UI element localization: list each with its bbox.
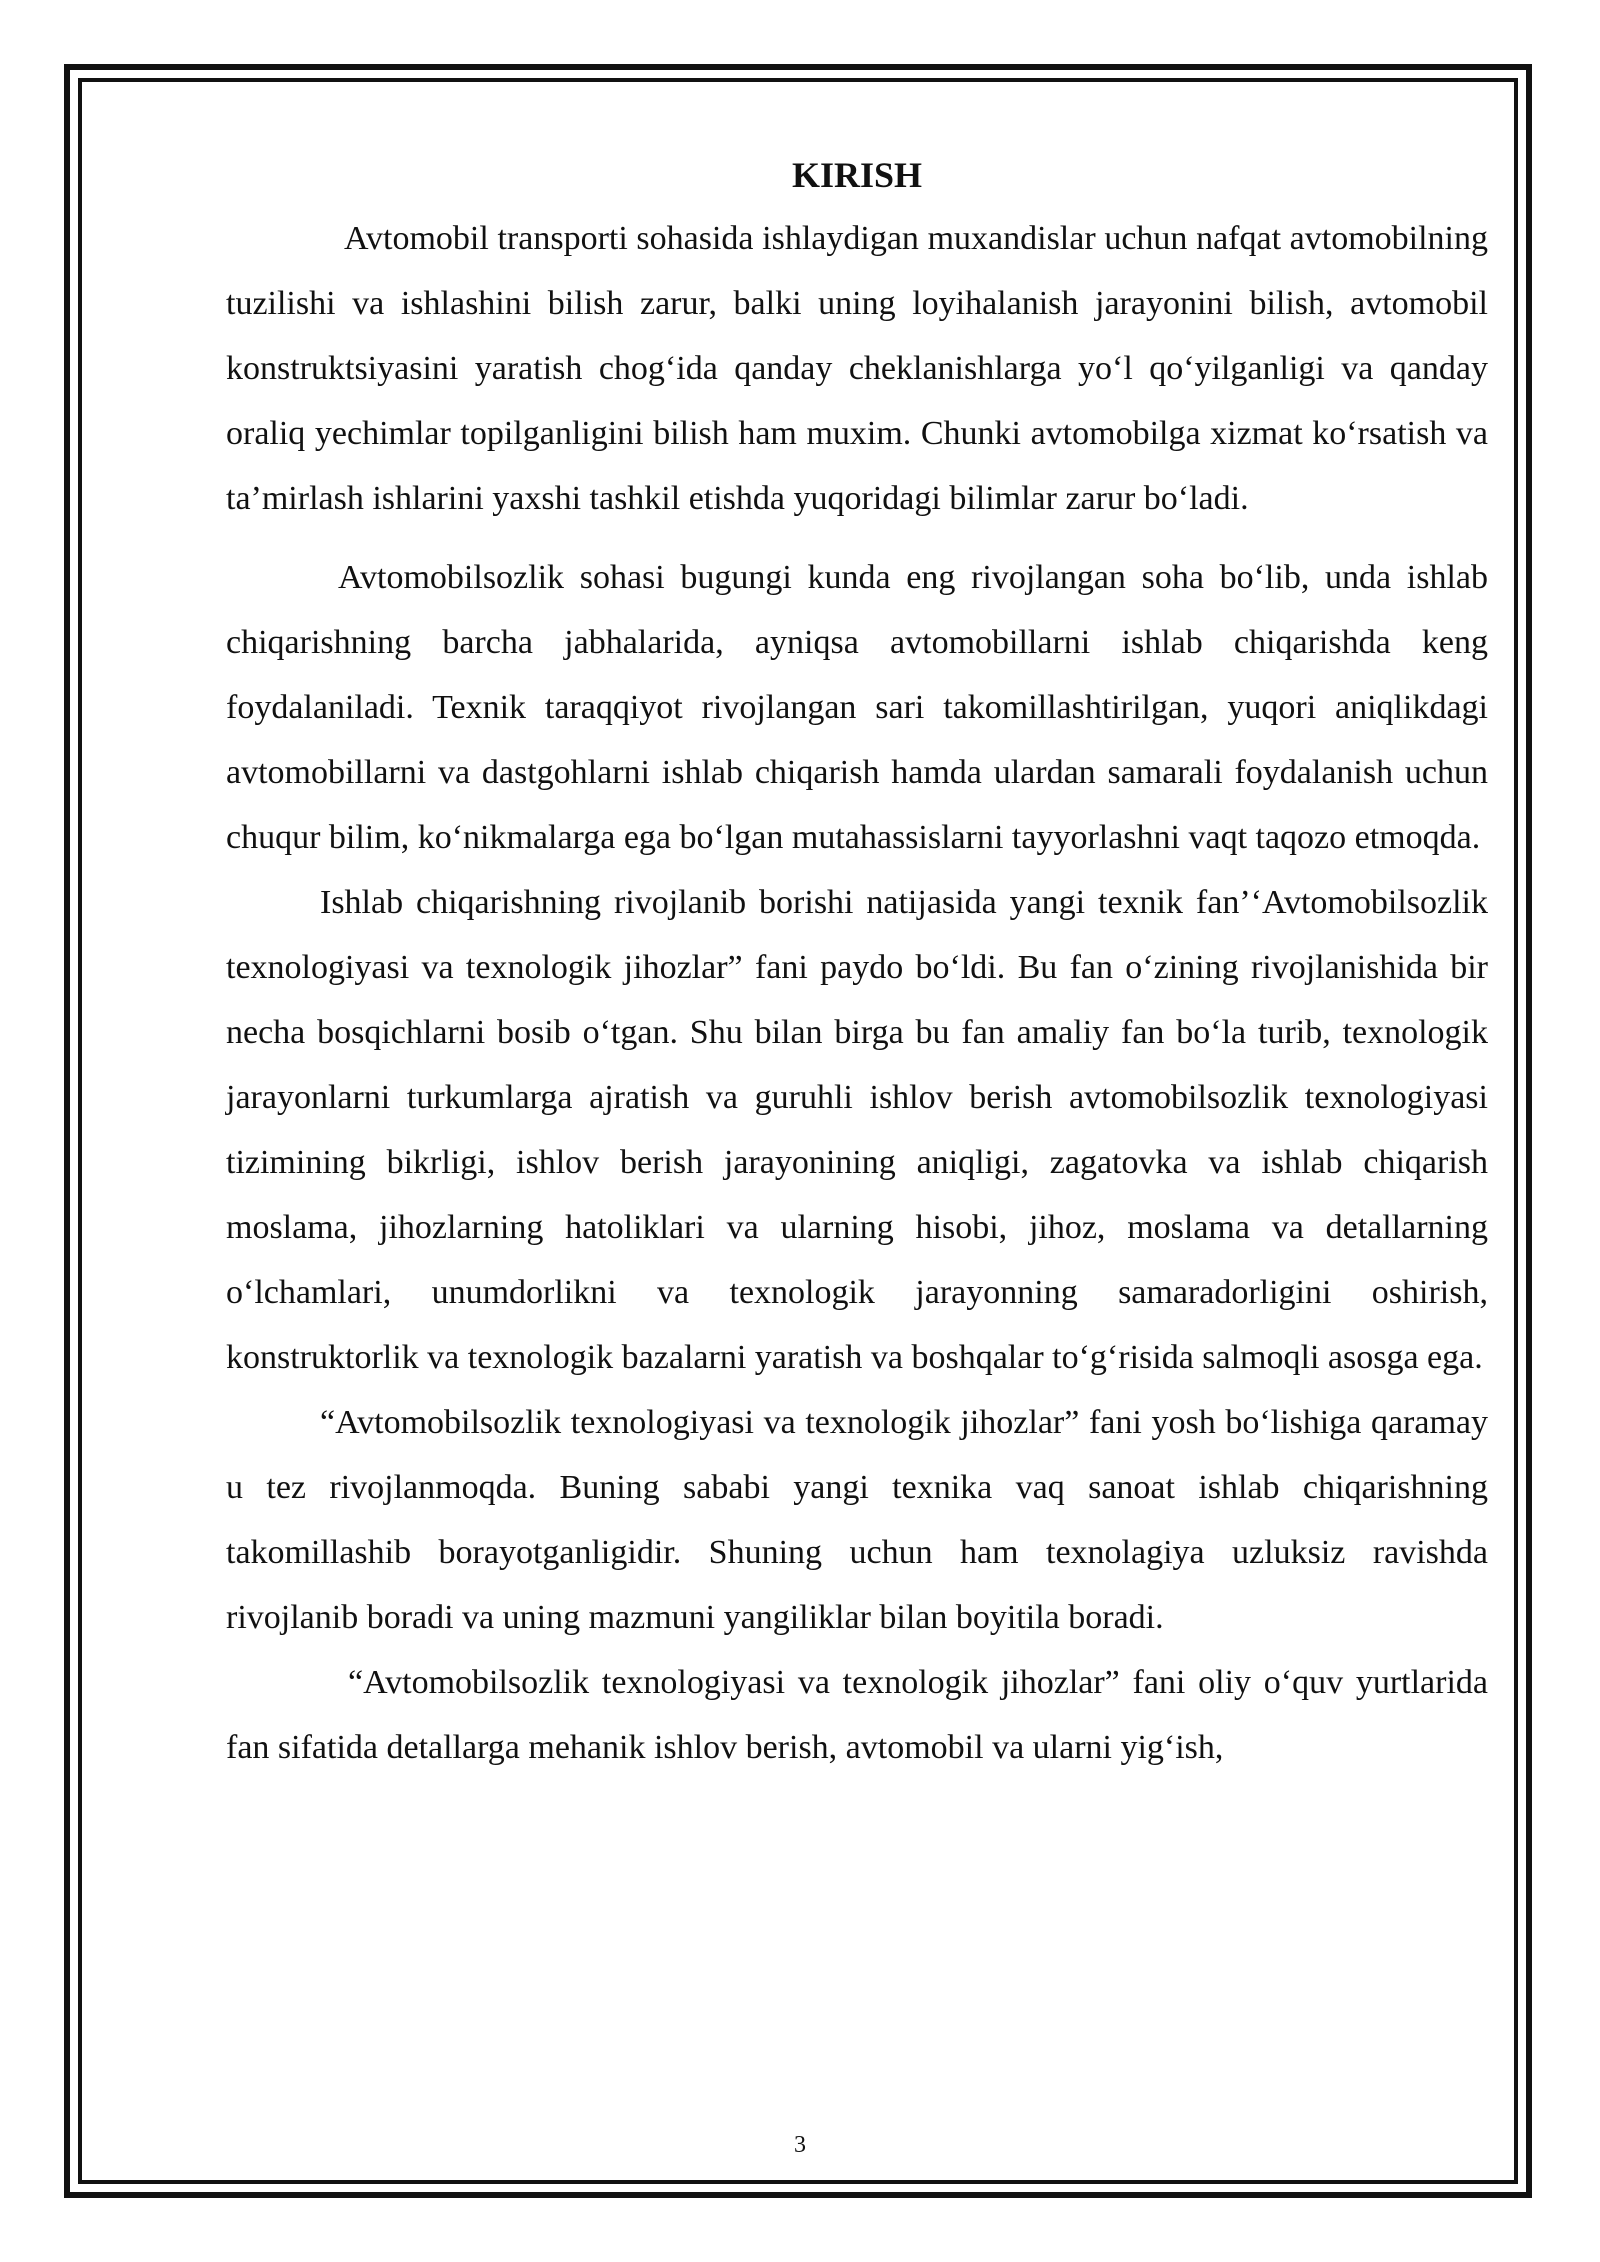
page-title: KIRISH <box>791 155 923 195</box>
paragraph-2: Avtomobilsozlik sohasi bugungi kunda eng rivojlangan soha bo‘lib, unda ishlab chiqarishning barcha jabhalarida, ayniqsa avtomobillarni ishlab chiqarishda keng foydalaniladi. Texnik taraqqiyot rivojlangan sari takomillashtirilgan, yuqori aniqlikdagi avtomobillarni va dastgohlarni ishlab chiqarish hamda ulardan samarali foydalanish uchun chuqur bilim, ko‘nikmalarga ega bo‘lgan mutahassislarni tayyorlashni vaqt taqozo etmoqda. <box>226 559 1488 856</box>
paragraph-4: “Avtomobilsozlik texnologiyasi va texnologik jihozlar” fani yosh bo‘lishiga qaramay u tez rivojlanmoqda. Buning sababi yangi texnika vaq sanoat ishlab chiqarishning takomillashib borayotganligidir. Shuning uchun ham texnolagiya uzluksiz ravishda rivojlanib boradi va uning mazmuni yangiliklar bilan boyitila boradi. <box>226 1404 1488 1636</box>
paragraph-5: “Avtomobilsozlik texnologiyasi va texnologik jihozlar” fani oliy o‘quv yurtlarida fan sifatida detallarga mehanik ishlov berish, avtomobil va ularni yig‘ish, <box>226 1664 1488 1766</box>
page-number: 3 <box>794 2132 806 2158</box>
paragraph-3: Ishlab chiqarishning rivojlanib borishi natijasida yangi texnik fan’‘Avtomobilsozlik texnologiyasi va texnologik jihozlar” fani paydo bo‘ldi. Bu fan o‘zining rivojlanishida bir necha bosqichlarni bosib o‘tgan. Shu bilan birga bu fan amaliy fan bo‘la turib, texnologik jarayonlarni turkumlarga ajratish va guruhli ishlov berish avtomobilsozlik texnologiyasi tizimining bikrligi, ishlov berish jarayonining aniqligi, zagatovka va ishlab chiqarish moslama, jihozlarning hatoliklari va ularning hisobi, jihoz, moslama va detallarning o‘lchamlari, unumdorlikni va texnologik jarayonning samaradorligini oshirish, konstruktorlik va texnologik bazalarni yaratish va boshqalar to‘g‘risida salmoqli asosga ega. <box>226 884 1488 1376</box>
paragraph-1: Avtomobil transporti sohasida ishlaydigan muxandislar uchun nafqat avtomobilning tuzilishi va ishlashini bilish zarur, balki uning loyihalanish jarayonini bilish, avtomobil konstruktsiyasini yaratish chog‘ida qanday cheklanishlarga yo‘l qo‘yilganligi va qanday oraliq yechimlar topilganligini bilish ham muxim. Chunki avtomobilga xizmat ko‘rsatish va ta’mirlash ishlarini yaxshi tashkil etishda yuqoridagi bilimlar zarur bo‘ladi. <box>226 220 1488 517</box>
page-content <box>226 148 1488 1780</box>
